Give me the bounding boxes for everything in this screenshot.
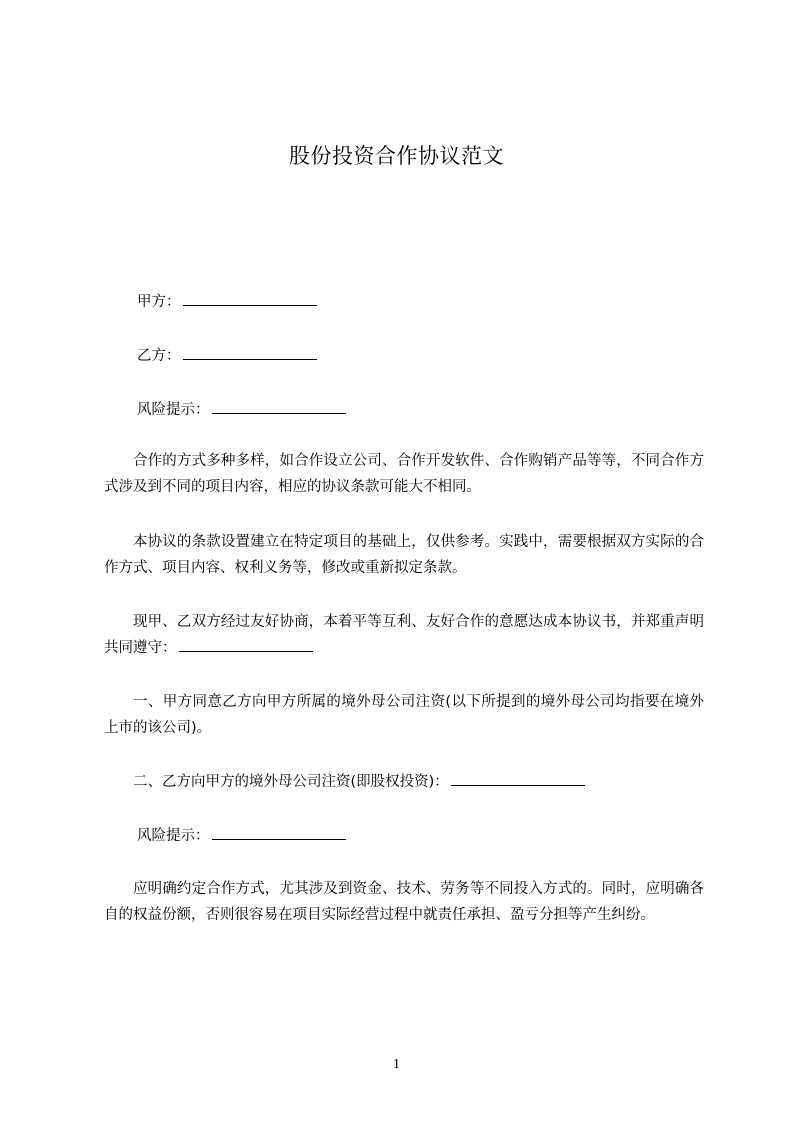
clause-two-text: 二、乙方向甲方的境外母公司注资(即股权投资)： xyxy=(133,774,449,790)
document-title: 股份投资合作协议范文 xyxy=(289,144,504,168)
closing-paragraph: 应明确约定合作方式，尤其涉及到资金、技术、劳务等不同投入方式的。同时，应明确各自的权益份额，否则很容易在项目实际经营过程中就责任承担、盈亏分担等产生纠纷。 xyxy=(104,881,704,923)
risk-hint-blank-line-2 xyxy=(212,825,346,840)
paragraph-agreement-text: 现甲、乙双方经过友好协商，本着平等互利、友好合作的意愿达成本协议书，并郑重声明共同遵守： xyxy=(104,614,704,656)
clause-one: 一、甲方同意乙方向甲方所属的境外母公司注资(以下所提到的境外母公司均指要在境外上市的该公司)。 xyxy=(104,694,704,736)
party-a-blank-line xyxy=(183,291,317,306)
clause-two-blank-line xyxy=(451,771,585,786)
party-a-label: 甲方： xyxy=(137,294,181,310)
paragraph-agreement-statement xyxy=(104,609,704,661)
paragraph-reference-note: 本协议的条款设置建立在特定项目的基础上，仅供参考。实践中，需要根据双方实际的合作方式、项目内容、权利义务等，修改或重新拟定条款。 xyxy=(104,534,704,576)
party-b-blank-line xyxy=(183,345,317,360)
risk-hint-field-2 xyxy=(137,825,346,846)
risk-hint-label-1: 风险提示： xyxy=(137,402,210,418)
risk-hint-blank-line-1 xyxy=(212,399,346,414)
paragraph-cooperation-methods: 合作的方式多种多样，如合作设立公司、合作开发软件、合作购销产品等等，不同合作方式涉及到不同的项目内容，相应的协议条款可能大不相同。 xyxy=(104,453,704,495)
page-number: 1 xyxy=(393,1057,400,1072)
agreement-blank-line xyxy=(179,637,313,652)
party-b-field xyxy=(137,345,317,366)
party-a-field xyxy=(137,291,317,312)
clause-two xyxy=(104,769,704,795)
risk-hint-label-2: 风险提示： xyxy=(137,828,210,844)
risk-hint-field-1 xyxy=(137,399,346,420)
party-b-label: 乙方： xyxy=(137,348,181,364)
